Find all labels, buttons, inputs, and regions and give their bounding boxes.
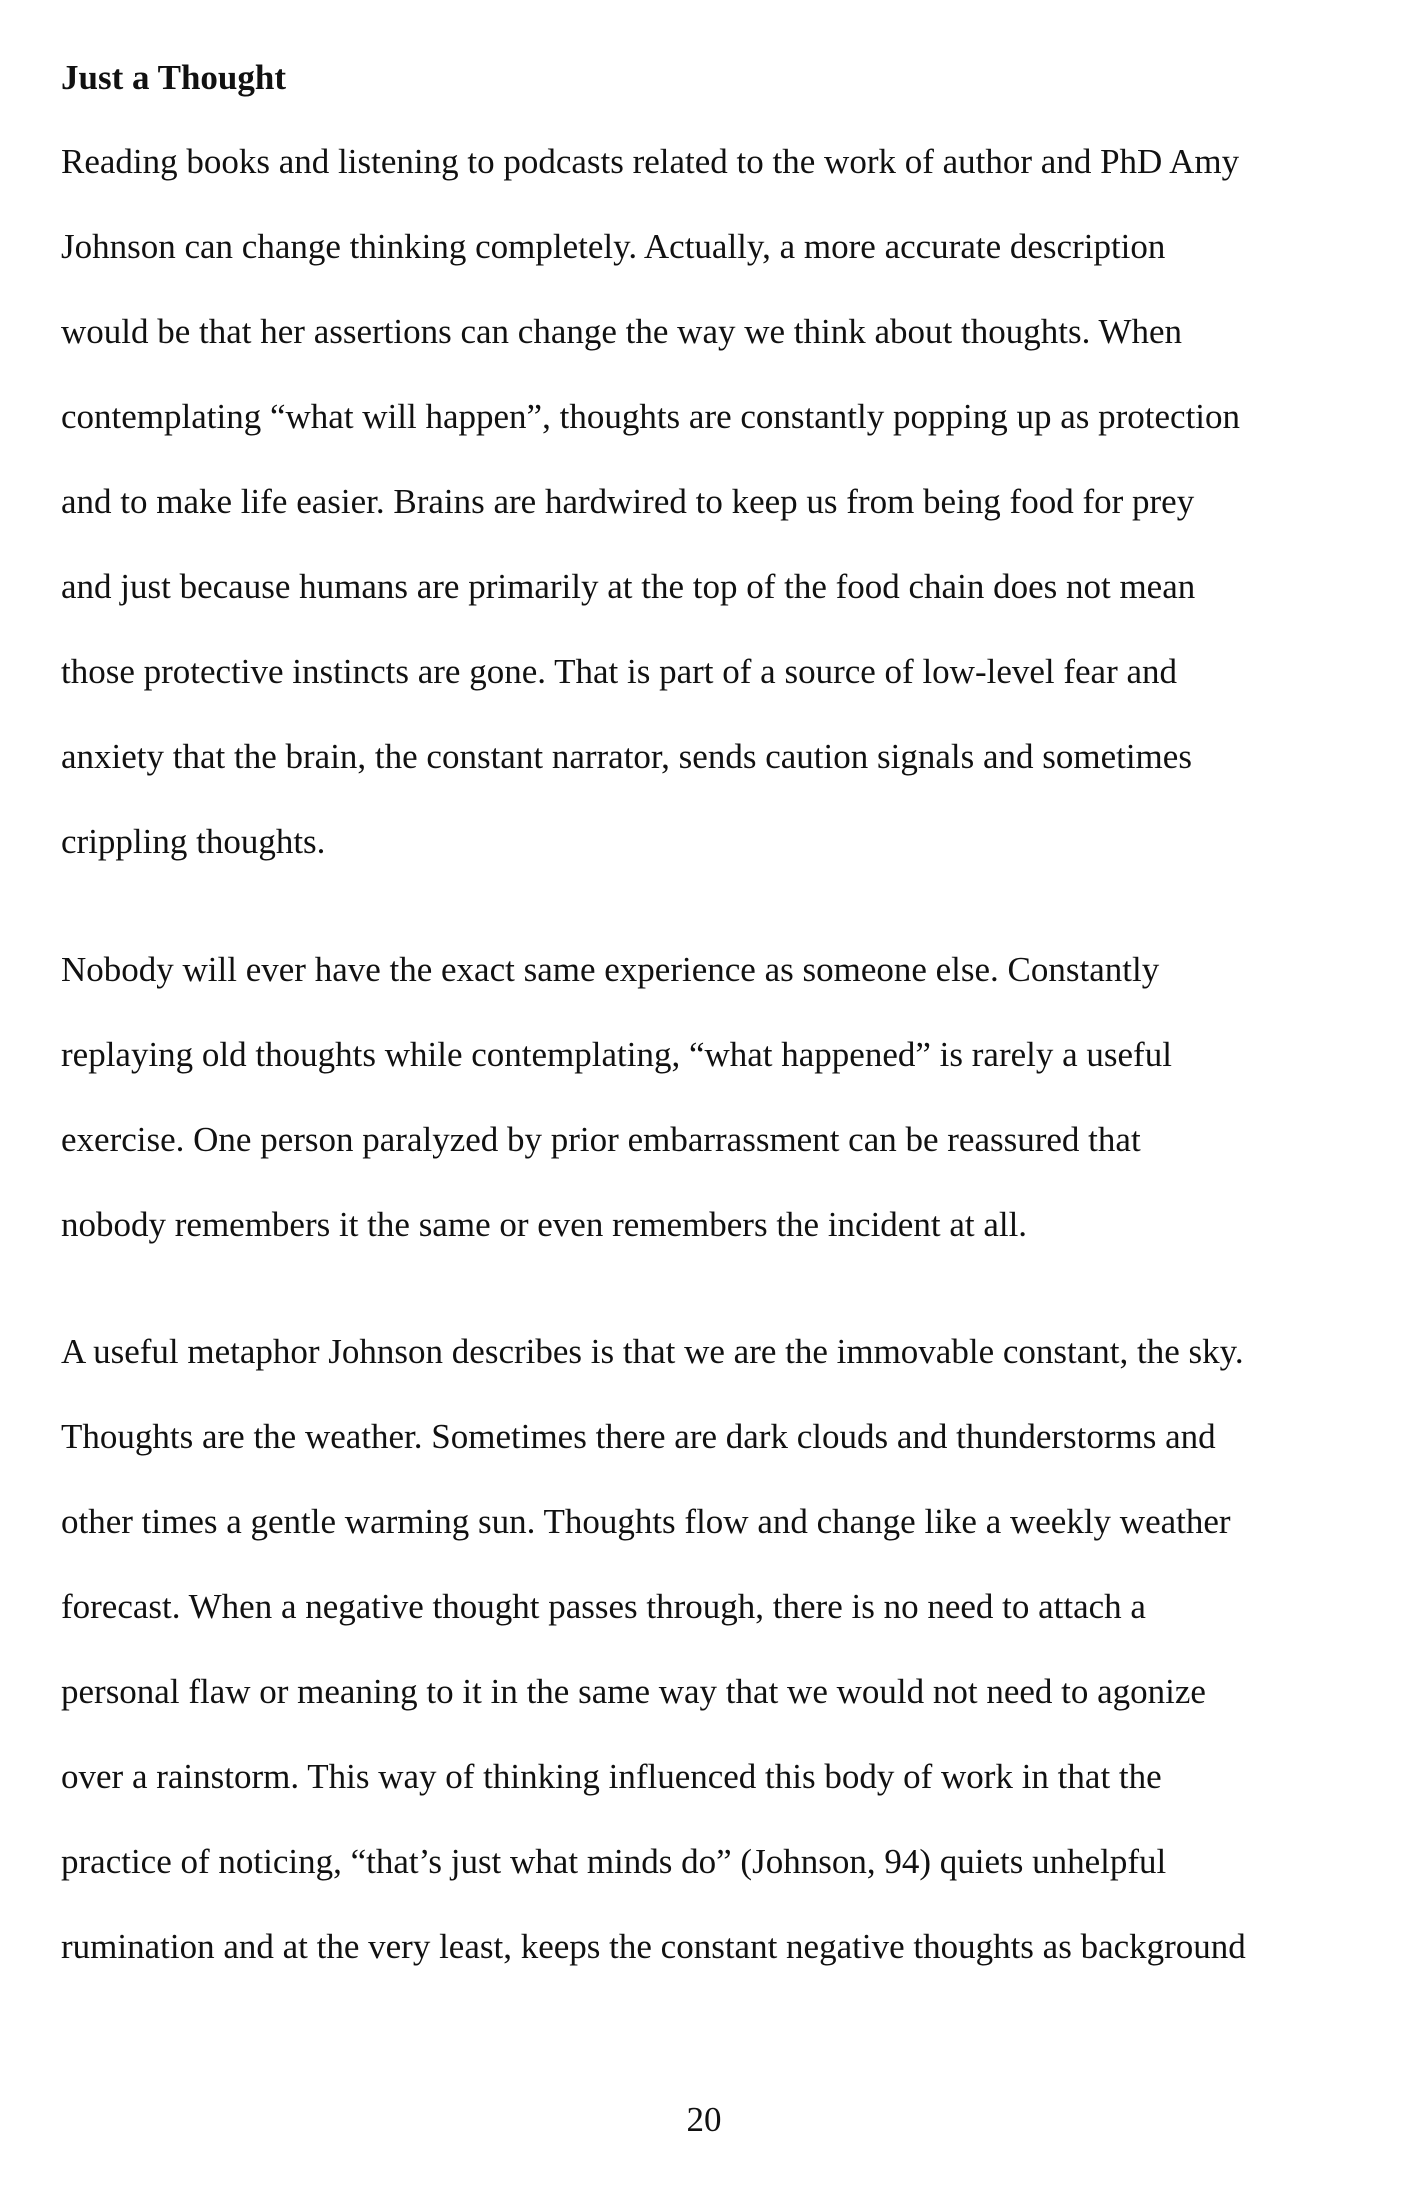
paragraph-1-line-8: anxiety that the brain, the constant narrator, sends caution signals and sometimes [61,737,1192,776]
paragraph-1-line-5: and to make life easier. Brains are hardwired to keep us from being food for prey [61,482,1195,521]
paragraph-2-line-4: nobody remembers it the same or even remembers the incident at all. [61,1205,1028,1244]
paragraph-3-line-7: practice of noticing, “that’s just what minds do” (Johnson, 94) quiets unhelpful [61,1842,1167,1881]
paragraph-1-line-6: and just because humans are primarily at the top of the food chain does not mean [61,567,1196,606]
paragraph-1-line-7: those protective instincts are gone. That is part of a source of low-level fear and [61,652,1178,691]
paragraph-3-line-8: rumination and at the very least, keeps the constant negative thoughts as background [61,1927,1246,1966]
paragraph-2-line-1: Nobody will ever have the exact same experience as someone else. Constantly [61,950,1160,989]
paragraph-3-line-1: A useful metaphor Johnson describes is that we are the immovable constant, the sky. [61,1332,1244,1371]
page-number: 20 [686,2100,722,2139]
paragraph-1-line-3: would be that her assertions can change the way we think about thoughts. When [61,312,1183,351]
paragraph-3-line-4: forecast. When a negative thought passes through, there is no need to attach a [61,1587,1146,1626]
paragraph-1-line-4: contemplating “what will happen”, thoughts are constantly popping up as protection [61,397,1241,436]
paragraph-1-line-2: Johnson can change thinking completely. Actually, a more accurate description [61,227,1166,266]
paragraph-1-line-9: crippling thoughts. [61,822,326,861]
paragraph-2-line-3: exercise. One person paralyzed by prior embarrassment can be reassured that [61,1120,1141,1159]
paragraph-2-line-2: replaying old thoughts while contemplating, “what happened” is rarely a useful [61,1035,1172,1074]
section-heading: Just a Thought [61,58,287,97]
paragraph-3-line-5: personal flaw or meaning to it in the same way that we would not need to agonize [61,1672,1206,1711]
paragraph-1-line-1: Reading books and listening to podcasts related to the work of author and PhD Amy [61,142,1240,181]
paragraph-3-line-2: Thoughts are the weather. Sometimes there are dark clouds and thunderstorms and [61,1417,1216,1456]
paragraph-3-line-3: other times a gentle warming sun. Thoughts flow and change like a weekly weather [61,1502,1231,1541]
paragraph-3-line-6: over a rainstorm. This way of thinking influenced this body of work in that the [61,1757,1162,1796]
